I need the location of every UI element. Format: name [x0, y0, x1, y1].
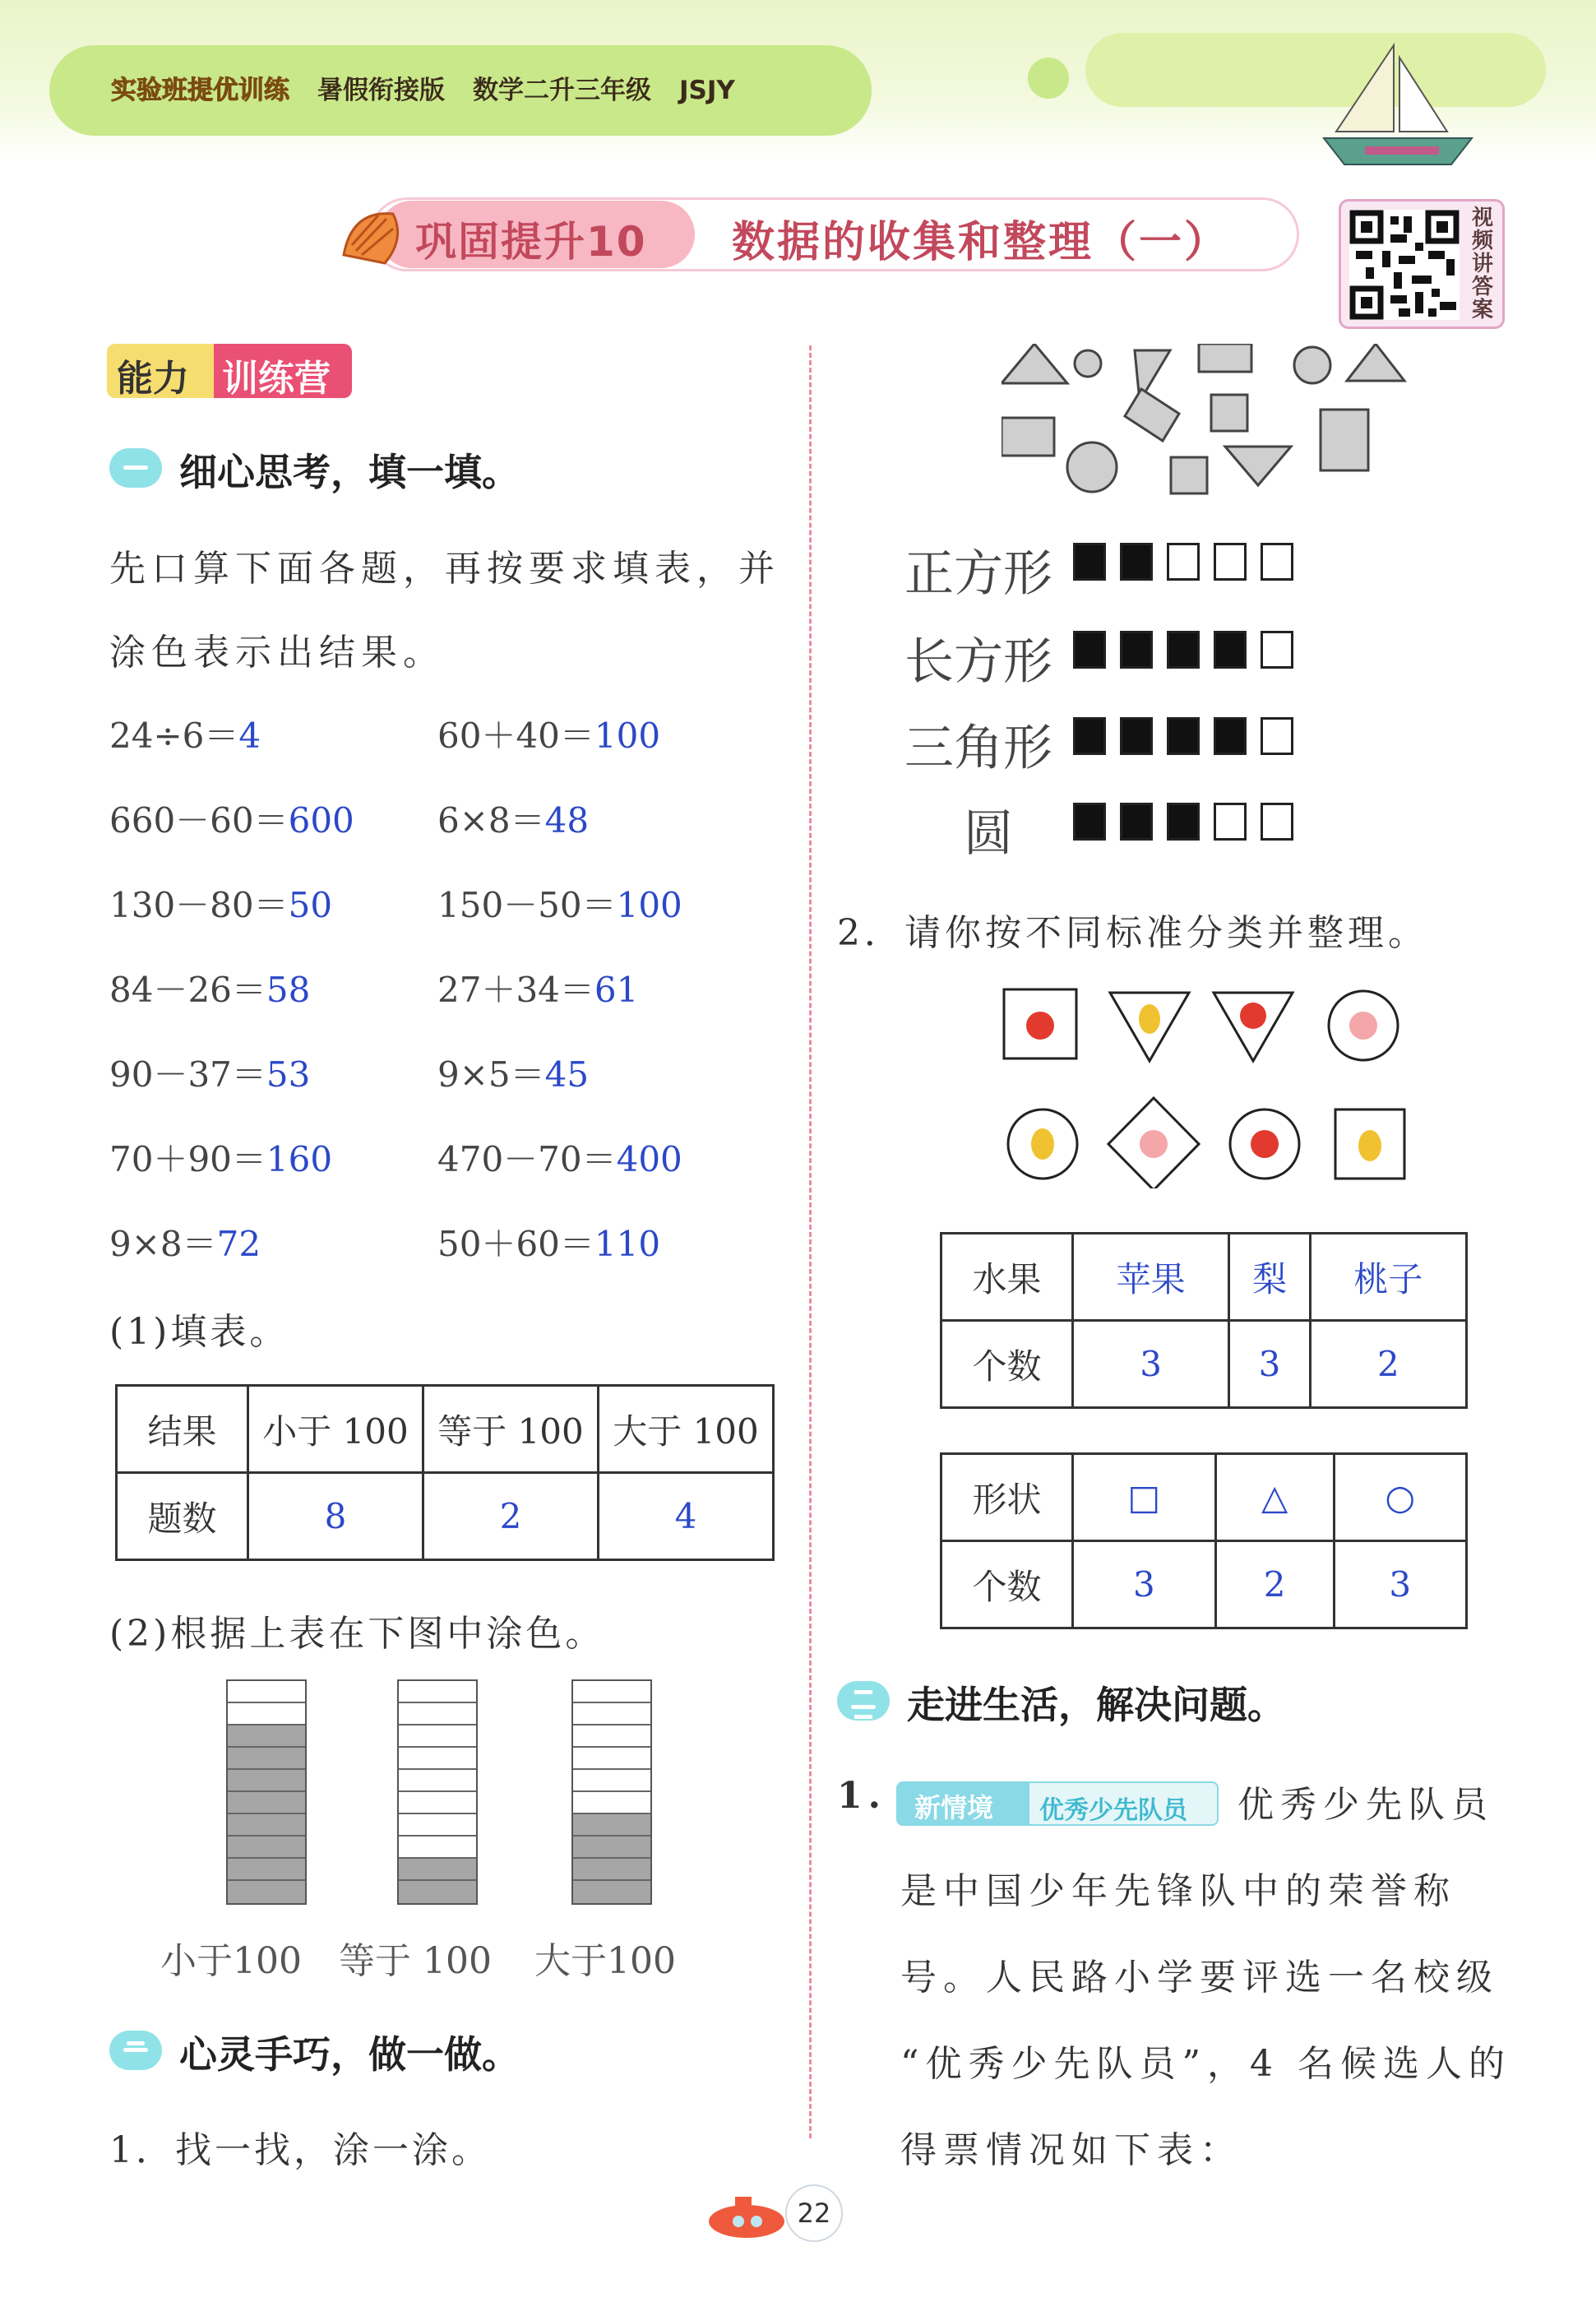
bar-label: 等于 100 [339, 1940, 492, 1982]
part2-label: (2)根据上表在下图中涂色。 [109, 1613, 605, 1655]
bar-cell [573, 1814, 650, 1837]
table-header: ○ [1334, 1454, 1466, 1541]
bar-cell [228, 1725, 305, 1748]
triangle-shape [1347, 344, 1404, 381]
triangle-shape [1002, 344, 1067, 383]
bar-cell [399, 1725, 476, 1748]
problem-text-line: 优秀少先队员 [1237, 1784, 1494, 1826]
section-one-title: 细心思考，填一填。 [179, 450, 520, 494]
equation: 50＋60＝110 [437, 1224, 661, 1264]
badge-part1: 能力 [107, 344, 214, 398]
answer: 50 [288, 885, 333, 925]
table-row-label: 形状 [941, 1454, 1073, 1541]
table-cell: 4 [599, 1473, 774, 1560]
bar-cell [228, 1770, 305, 1792]
count-square [1167, 803, 1200, 841]
table-header: 等于 100 [423, 1386, 599, 1473]
bar-cell [573, 1881, 650, 1903]
bar-cell [573, 1859, 650, 1881]
count-square [1261, 543, 1293, 581]
bar-cell [228, 1681, 305, 1703]
bar-cell [573, 1792, 650, 1814]
table-row-label: 题数 [117, 1473, 248, 1560]
qr-code-icon[interactable] [1349, 210, 1460, 320]
pear-icon [1031, 1128, 1054, 1160]
bar-cell [228, 1837, 305, 1859]
equation: 9×8＝72 [109, 1224, 261, 1264]
circle-shape [1075, 350, 1101, 377]
table-cell: 8 [248, 1473, 423, 1560]
shape-row-label: 长方形 [904, 633, 1052, 691]
count-square [1167, 543, 1200, 581]
rectangle-shape [1125, 389, 1179, 441]
bar-cell [573, 1725, 650, 1748]
table-header: 桃子 [1310, 1234, 1466, 1321]
shape-row-label: 圆 [964, 805, 1013, 863]
bar-column [397, 1679, 478, 1905]
shape-row-label: 三角形 [904, 720, 1052, 777]
equation: 6×8＝48 [437, 800, 590, 841]
bar-cell [399, 1770, 476, 1792]
equation: 24÷6＝4 [109, 716, 261, 756]
series-code: JSJY [679, 76, 735, 105]
table-row-label: 个数 [941, 1321, 1073, 1408]
pear-icon [1358, 1130, 1381, 1161]
bar-cell [399, 1792, 476, 1814]
page-title: 数据的收集和整理（一） [732, 218, 1230, 267]
answer: 100 [616, 885, 682, 925]
section-three-title: 走进生活，解决问题。 [907, 1683, 1285, 1727]
fruit-shape-items [1002, 983, 1413, 1188]
header-decoration [66, 90, 99, 123]
section-three-icon [837, 1681, 890, 1721]
square-shape [1171, 457, 1207, 493]
bar-cell [228, 1814, 305, 1837]
bar-cell [573, 1770, 650, 1792]
bar-cell [399, 1859, 476, 1881]
count-square [1261, 631, 1293, 669]
count-square [1261, 803, 1293, 841]
tag-topic: 优秀少先队员 [1028, 1781, 1219, 1826]
answer: 72 [216, 1224, 261, 1264]
ability-badge [107, 344, 352, 398]
table-header: □ [1073, 1454, 1216, 1541]
table-cell: 2 [423, 1473, 599, 1560]
table-header: 梨 [1229, 1234, 1310, 1321]
table-cell: 3 [1334, 1541, 1466, 1628]
count-square [1214, 717, 1247, 755]
count-square [1214, 631, 1247, 669]
question-1-label: 1．找一找，涂一涂。 [109, 2129, 491, 2171]
count-square [1167, 717, 1200, 755]
answer: 400 [616, 1139, 682, 1179]
shape-table [940, 1452, 1468, 1629]
question-2-label: 2．请你按不同标准分类并整理。 [837, 912, 1428, 954]
count-square [1120, 803, 1153, 841]
bar-cell [228, 1703, 305, 1725]
equation: 84－26＝58 [109, 970, 311, 1010]
bar-column [226, 1679, 307, 1905]
tag-new-context: 新情境 [896, 1781, 1028, 1826]
bar-cell [399, 1681, 476, 1703]
bar-cell [399, 1837, 476, 1859]
grade-name: 数学二升三年级 [473, 76, 651, 105]
intro-line-2: 涂色表示出结果。 [109, 632, 445, 674]
bar-cell [399, 1748, 476, 1770]
count-square [1120, 631, 1153, 669]
bar-column [571, 1679, 652, 1905]
rectangle-shape [1199, 344, 1251, 372]
count-square [1214, 803, 1247, 841]
triangle-shape [1225, 447, 1291, 485]
table-header: 苹果 [1073, 1234, 1229, 1321]
circle-shape [1067, 442, 1117, 492]
table-row-label: 水果 [941, 1234, 1073, 1321]
bar-cell [228, 1881, 305, 1903]
count-square [1073, 631, 1106, 669]
qr-label: 视频讲答案 [1471, 206, 1493, 322]
rectangle-shape [1002, 418, 1054, 456]
bar-cell [228, 1748, 305, 1770]
square-shape [1321, 410, 1368, 470]
square-shape [1211, 395, 1247, 431]
answer: 600 [288, 800, 354, 841]
section-one-icon [109, 448, 162, 488]
equation: 9×5＝45 [437, 1054, 590, 1095]
badge-part2: 训练营 [214, 344, 352, 398]
fruit-table [940, 1232, 1468, 1409]
shape-collection [1002, 344, 1413, 500]
header-decoration [1028, 58, 1069, 99]
section-two-icon [109, 2031, 162, 2070]
peach-icon [1140, 1130, 1168, 1158]
new-context-tag [896, 1781, 1219, 1826]
equation: 60＋40＝100 [437, 716, 661, 756]
answer: 100 [594, 716, 661, 756]
question-number: 1. [837, 1775, 886, 1817]
count-square [1073, 717, 1106, 755]
bar-label: 小于100 [160, 1940, 302, 1982]
part1-label: (1)填表。 [109, 1311, 289, 1353]
equation: 130－80＝50 [109, 885, 333, 925]
result-table [115, 1384, 775, 1561]
submarine-icon [705, 2192, 788, 2241]
bar-cell [573, 1681, 650, 1703]
count-square [1120, 543, 1153, 581]
bar-cell [573, 1837, 650, 1859]
count-square [1073, 543, 1106, 581]
problem-text-line: 得票情况如下表： [900, 2129, 1242, 2171]
answer: 53 [266, 1054, 311, 1095]
answer: 4 [238, 716, 261, 756]
table-cell: 2 [1215, 1541, 1334, 1628]
table-header: 大于 100 [599, 1386, 774, 1473]
apple-icon [1026, 1012, 1054, 1040]
circle-shape [1294, 347, 1330, 383]
book-series-line [111, 69, 763, 106]
shape-row-label: 正方形 [904, 545, 1052, 603]
qr-code-box[interactable] [1339, 199, 1505, 329]
apple-icon [1251, 1130, 1279, 1158]
answer: 58 [266, 970, 311, 1010]
equation: 90－37＝53 [109, 1054, 311, 1095]
shell-icon [335, 206, 409, 271]
bar-cell [399, 1881, 476, 1903]
equation: 70＋90＝160 [109, 1139, 333, 1179]
bar-cell [573, 1748, 650, 1770]
equation: 660－60＝600 [109, 800, 354, 841]
count-square [1073, 803, 1106, 841]
bar-cell [228, 1859, 305, 1881]
problem-text-line: 号。人民路小学要评选一名校级 [900, 1957, 1499, 1999]
brand-name: 实验班提优训练 [111, 76, 289, 105]
apple-icon [1240, 1003, 1266, 1029]
table-cell: 3 [1073, 1321, 1229, 1408]
bar-cell [573, 1703, 650, 1725]
count-square [1167, 631, 1200, 669]
lesson-number: 巩固提升10 [415, 218, 647, 266]
problem-text-line: 是中国少年先锋队中的荣誉称 [900, 1870, 1456, 1912]
sailboat-icon [1316, 41, 1480, 173]
bar-label: 大于100 [534, 1940, 676, 1982]
answer: 110 [594, 1224, 661, 1264]
problem-text-line: “优秀少先队员”，4 名候选人的 [900, 2043, 1511, 2085]
table-cell: 2 [1310, 1321, 1466, 1408]
count-square [1261, 717, 1293, 755]
table-header: 小于 100 [248, 1386, 423, 1473]
bar-cell [228, 1792, 305, 1814]
equation: 27＋34＝61 [437, 970, 639, 1010]
intro-line-1: 先口算下面各题，再按要求填表，并 [109, 548, 780, 590]
answer: 61 [594, 970, 639, 1010]
equation: 150－50＝100 [437, 885, 682, 925]
bar-cell [399, 1703, 476, 1725]
answer: 160 [266, 1139, 333, 1179]
edition-name: 暑假衔接版 [317, 76, 445, 105]
page-number: 22 [785, 2184, 843, 2242]
answer: 45 [544, 1054, 590, 1095]
bar-cell [399, 1814, 476, 1837]
column-divider [809, 345, 812, 2138]
equation: 470－70＝400 [437, 1139, 682, 1179]
table-header: 结果 [117, 1386, 248, 1473]
section-two-title: 心灵手巧，做一做。 [179, 2032, 520, 2077]
table-cell: 3 [1229, 1321, 1310, 1408]
count-square [1214, 543, 1247, 581]
peach-icon [1349, 1012, 1377, 1040]
table-header: △ [1215, 1454, 1334, 1541]
answer: 48 [544, 800, 590, 841]
table-cell: 3 [1073, 1541, 1216, 1628]
table-row-label: 个数 [941, 1541, 1073, 1628]
pear-icon [1139, 1004, 1160, 1034]
count-square [1120, 717, 1153, 755]
